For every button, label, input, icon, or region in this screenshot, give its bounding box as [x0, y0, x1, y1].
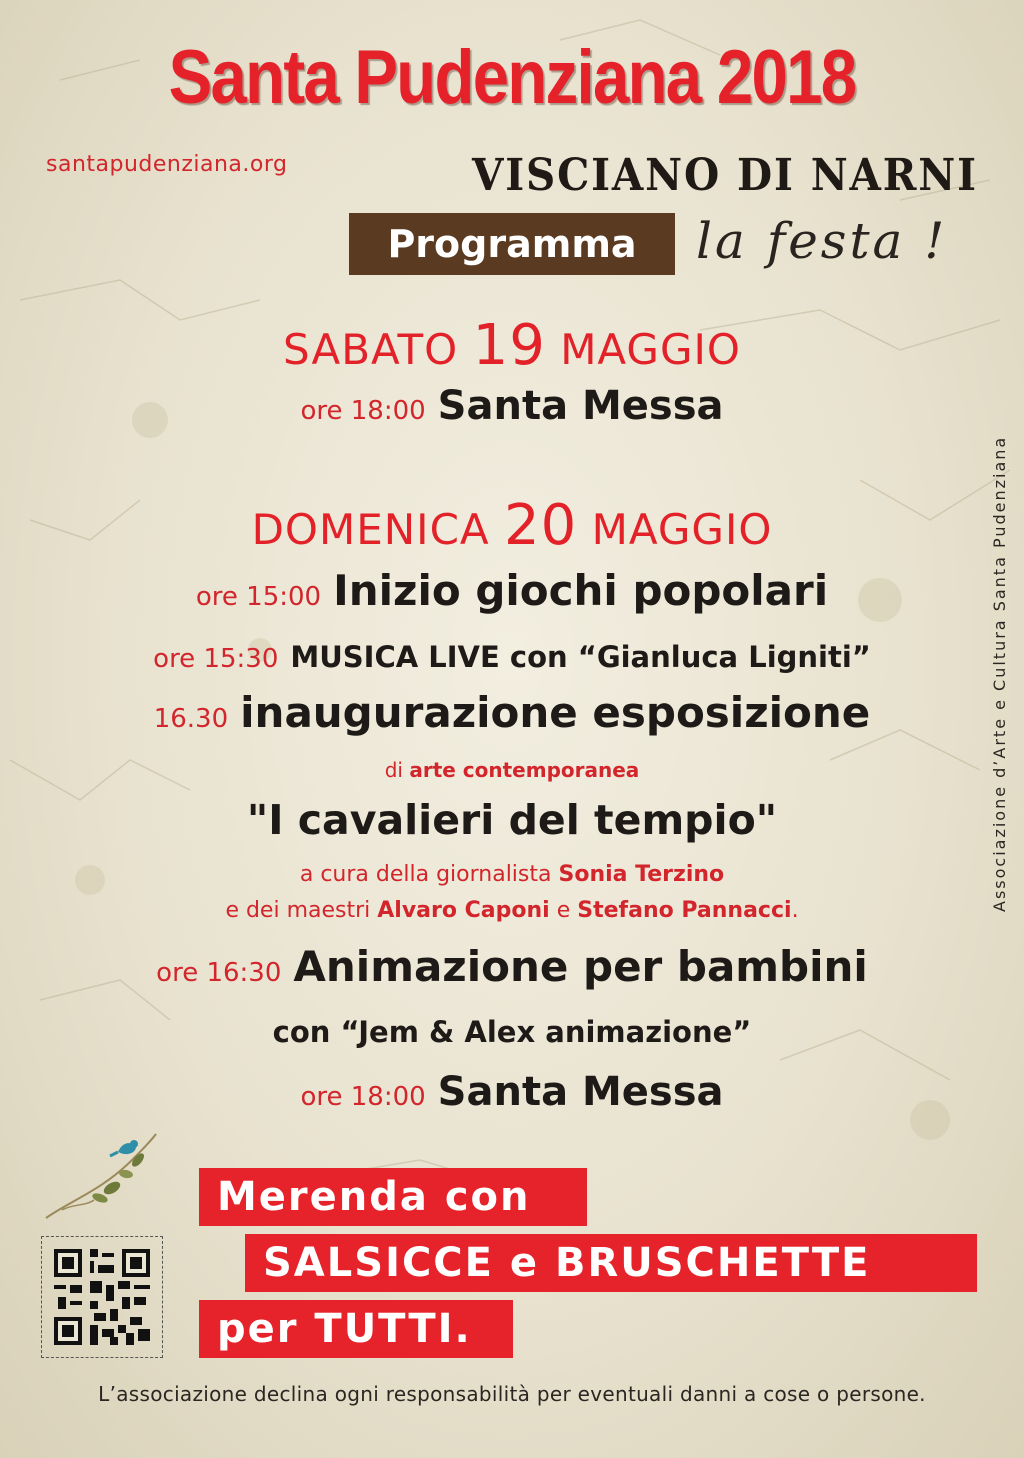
masters-and: e [556, 898, 571, 923]
disclaimer: L’associazione declina ogni responsabilità per eventuali danni a cose o persone. [98, 1382, 926, 1406]
day2-event-2 [0, 640, 1024, 674]
day1-event-1 [0, 383, 1024, 429]
curator-line [0, 864, 1024, 886]
event-title: Santa Messa [437, 1069, 724, 1115]
day2-event-4 [0, 942, 1024, 991]
event-title: Inizio giochi popolari [333, 566, 829, 615]
curator-name: Sonia Terzino [558, 862, 725, 887]
qr-code-icon [54, 1249, 150, 1345]
programma-text: Programma [387, 222, 637, 266]
event-title: Santa Pudenziana 2018 [168, 35, 856, 120]
event-time: ore 18:00 [300, 396, 426, 426]
day1-number: 19 [472, 313, 546, 378]
programma-label [349, 213, 675, 275]
event-title: Santa Messa [437, 383, 724, 429]
masters-end: . [791, 898, 799, 923]
animation-provider: con “Jem & Alex animazione” [272, 1015, 752, 1049]
master-name-2: Stefano Pannacci [577, 898, 792, 923]
event-time: ore 15:30 [153, 644, 279, 674]
day1-heading [0, 313, 1024, 378]
master-name-1: Alvaro Caponi [377, 898, 550, 923]
bird-branch-icon [42, 1130, 162, 1222]
banner-text-1: Merenda con [217, 1174, 531, 1220]
qr-code[interactable] [41, 1236, 163, 1358]
day2-heading [0, 493, 1024, 558]
exhibition-type [0, 760, 1024, 780]
association-side-text: Associazione d’Arte e Cultura Santa Pudenziana [990, 435, 1009, 912]
merenda-banner-line-1 [199, 1168, 587, 1226]
exhibition-prefix: di [384, 758, 403, 782]
merenda-banner-line-2 [245, 1234, 977, 1292]
event-title: MUSICA LIVE con “Gianluca Ligniti” [290, 640, 871, 674]
event-time: ore 16:30 [156, 958, 282, 988]
day1-weekday: SABATO [283, 325, 459, 374]
day2-event-5 [0, 1069, 1024, 1115]
day2-month: MAGGIO [591, 505, 773, 554]
masters-line [0, 900, 1024, 922]
website-link[interactable]: santapudenziana.org [46, 152, 288, 177]
festa-label: la festa ! [696, 212, 948, 270]
day2-event-1 [0, 566, 1024, 615]
event-title: Animazione per bambini [293, 942, 868, 991]
event-time: ore 15:00 [195, 582, 322, 612]
day1-month: MAGGIO [560, 325, 741, 374]
day2-event-3 [0, 688, 1024, 737]
exhibition-title: "I cavalieri del tempio" [246, 796, 778, 844]
event-time: ore 18:00 [300, 1082, 426, 1112]
event-title: inaugurazione esposizione [240, 688, 871, 737]
town-name: VISCIANO DI NARNI [472, 150, 978, 201]
banner-text-3: per TUTTI. [217, 1306, 472, 1352]
banner-text-2: SALSICCE e BRUSCHETTE [263, 1240, 871, 1286]
day2-number: 20 [504, 493, 578, 558]
masters-prefix: e dei maestri [225, 898, 371, 923]
curator-prefix: a cura della giornalista [299, 862, 552, 887]
exhibition-genre: arte contemporanea [409, 758, 640, 782]
day2-weekday: DOMENICA [251, 505, 490, 554]
event-time: 16.30 [153, 704, 229, 734]
merenda-banner-line-3 [199, 1300, 513, 1358]
